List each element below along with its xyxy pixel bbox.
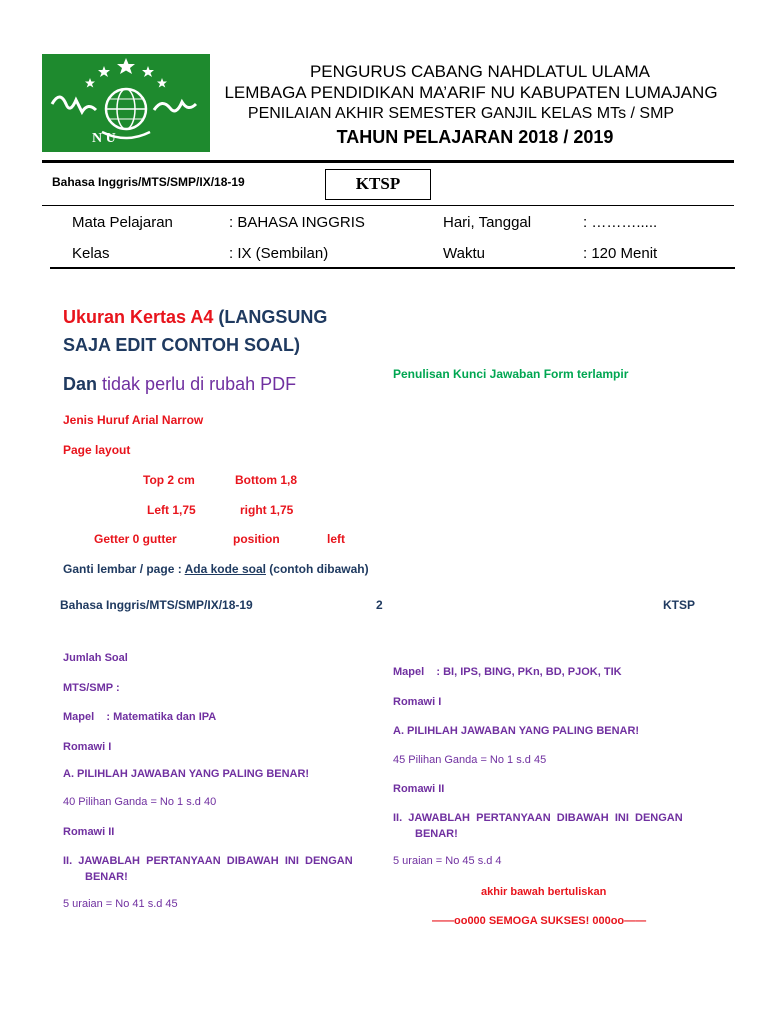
right-section-a: A. PILIHLAH JAWABAN YANG PALING BENAR! (393, 725, 640, 737)
pdf-note (63, 374, 296, 395)
margin-top: Top 2 cm (143, 473, 195, 487)
logo-text: N U (92, 131, 116, 146)
left-pilihan-ganda: 40 Pilihan Ganda = No 1 s.d 40 (63, 796, 217, 808)
hari-value: : ………..... (583, 214, 658, 231)
mapel-label: Mata Pelajaran (72, 214, 173, 231)
ganti-link: Ada kode soal (184, 562, 266, 576)
right-romawi-2: Romawi II (393, 783, 445, 795)
header-line-3: PENILAIAN AKHIR SEMESTER GANJIL KELAS MTs / SMP (247, 105, 675, 122)
page2-code: Bahasa Inggris/MTS/SMP/IX/18-19 (60, 598, 253, 612)
margin-left: Left 1,75 (147, 503, 196, 517)
pdf-text: tidak perlu di rubah PDF (102, 374, 297, 394)
kelas-value: : IX (Sembilan) (229, 245, 329, 262)
info-divider-top (42, 205, 734, 206)
right-romawi-1: Romawi I (393, 696, 442, 708)
code-line: Bahasa Inggris/MTS/SMP/IX/18-19 (52, 175, 245, 189)
nu-emblem-icon (42, 54, 210, 152)
title-navy-2: SAJA EDIT CONTOH SOAL) (63, 335, 301, 355)
semoga-sukses: ——oo000 SEMOGA SUKSES! 000oo—— (432, 915, 647, 927)
nu-logo (42, 54, 210, 152)
right-section-ii: II. JAWABLAH PERTANYAAN DIBAWAH INI DENGAN (393, 812, 683, 824)
page2-ktsp: KTSP (663, 598, 696, 612)
title-navy-1: (LANGSUNG (218, 307, 328, 327)
gutter-left: left (327, 532, 345, 546)
gutter-position: position (233, 532, 280, 546)
header-line-2: LEMBAGA PENDIDIKAN MA’ARIF NU KABUPATEN LUMAJANG (224, 83, 718, 102)
left-romawi-1: Romawi I (63, 741, 112, 753)
waktu-value: : 120 Menit (583, 245, 658, 262)
mapel-value: : BAHASA INGGRIS (229, 214, 365, 231)
left-mapel: Mapel : Matematika dan IPA (63, 711, 217, 723)
left-romawi-2: Romawi II (63, 826, 115, 838)
page2-number: 2 (376, 598, 383, 612)
mts-smp: MTS/SMP : (63, 682, 120, 694)
kelas-label: Kelas (72, 245, 110, 262)
right-pilihan-ganda: 45 Pilihan Ganda = No 1 s.d 45 (393, 754, 547, 766)
left-uraian: 5 uraian = No 41 s.d 45 (63, 898, 178, 910)
kunci-note: Penulisan Kunci Jawaban Form terlampir (393, 367, 629, 381)
margin-bottom: Bottom 1,8 (235, 473, 298, 487)
right-uraian: 5 uraian = No 45 s.d 4 (393, 855, 502, 867)
hari-label: Hari, Tanggal (443, 214, 532, 231)
gutter: Getter 0 gutter (94, 532, 177, 546)
margin-right: right 1,75 (240, 503, 294, 517)
header-line-4: TAHUN PELAJARAN 2018 / 2019 (336, 127, 614, 147)
right-section-ii-cont: BENAR! (415, 828, 458, 840)
left-section-ii-cont: BENAR! (85, 871, 128, 883)
ganti-prefix: Ganti lembar / page : (63, 562, 182, 576)
ganti-suffix: (contoh dibawah) (269, 562, 369, 576)
akhir-note: akhir bawah bertuliskan (481, 886, 607, 898)
ganti-note (63, 562, 369, 576)
header-line-1: PENGURUS CABANG NAHDLATUL ULAMA (309, 62, 651, 81)
title-red: Ukuran Kertas A4 (63, 307, 214, 327)
right-mapel: Mapel : BI, IPS, BING, PKn, BD, PJOK, TIK (393, 666, 622, 678)
header-divider (42, 160, 734, 163)
left-section-a: A. PILIHLAH JAWABAN YANG PALING BENAR! (63, 768, 310, 780)
dan-word: Dan (63, 374, 98, 394)
left-section-ii: II. JAWABLAH PERTANYAAN DIBAWAH INI DENGAN (63, 855, 353, 867)
ktsp-box: KTSP (325, 169, 431, 200)
jumlah-soal: Jumlah Soal (63, 652, 128, 664)
font-note: Jenis Huruf Arial Narrow (63, 413, 204, 427)
info-divider-bottom (50, 267, 735, 269)
instruction-title (63, 307, 327, 328)
waktu-label: Waktu (443, 245, 485, 262)
page-layout-label: Page layout (63, 443, 131, 457)
